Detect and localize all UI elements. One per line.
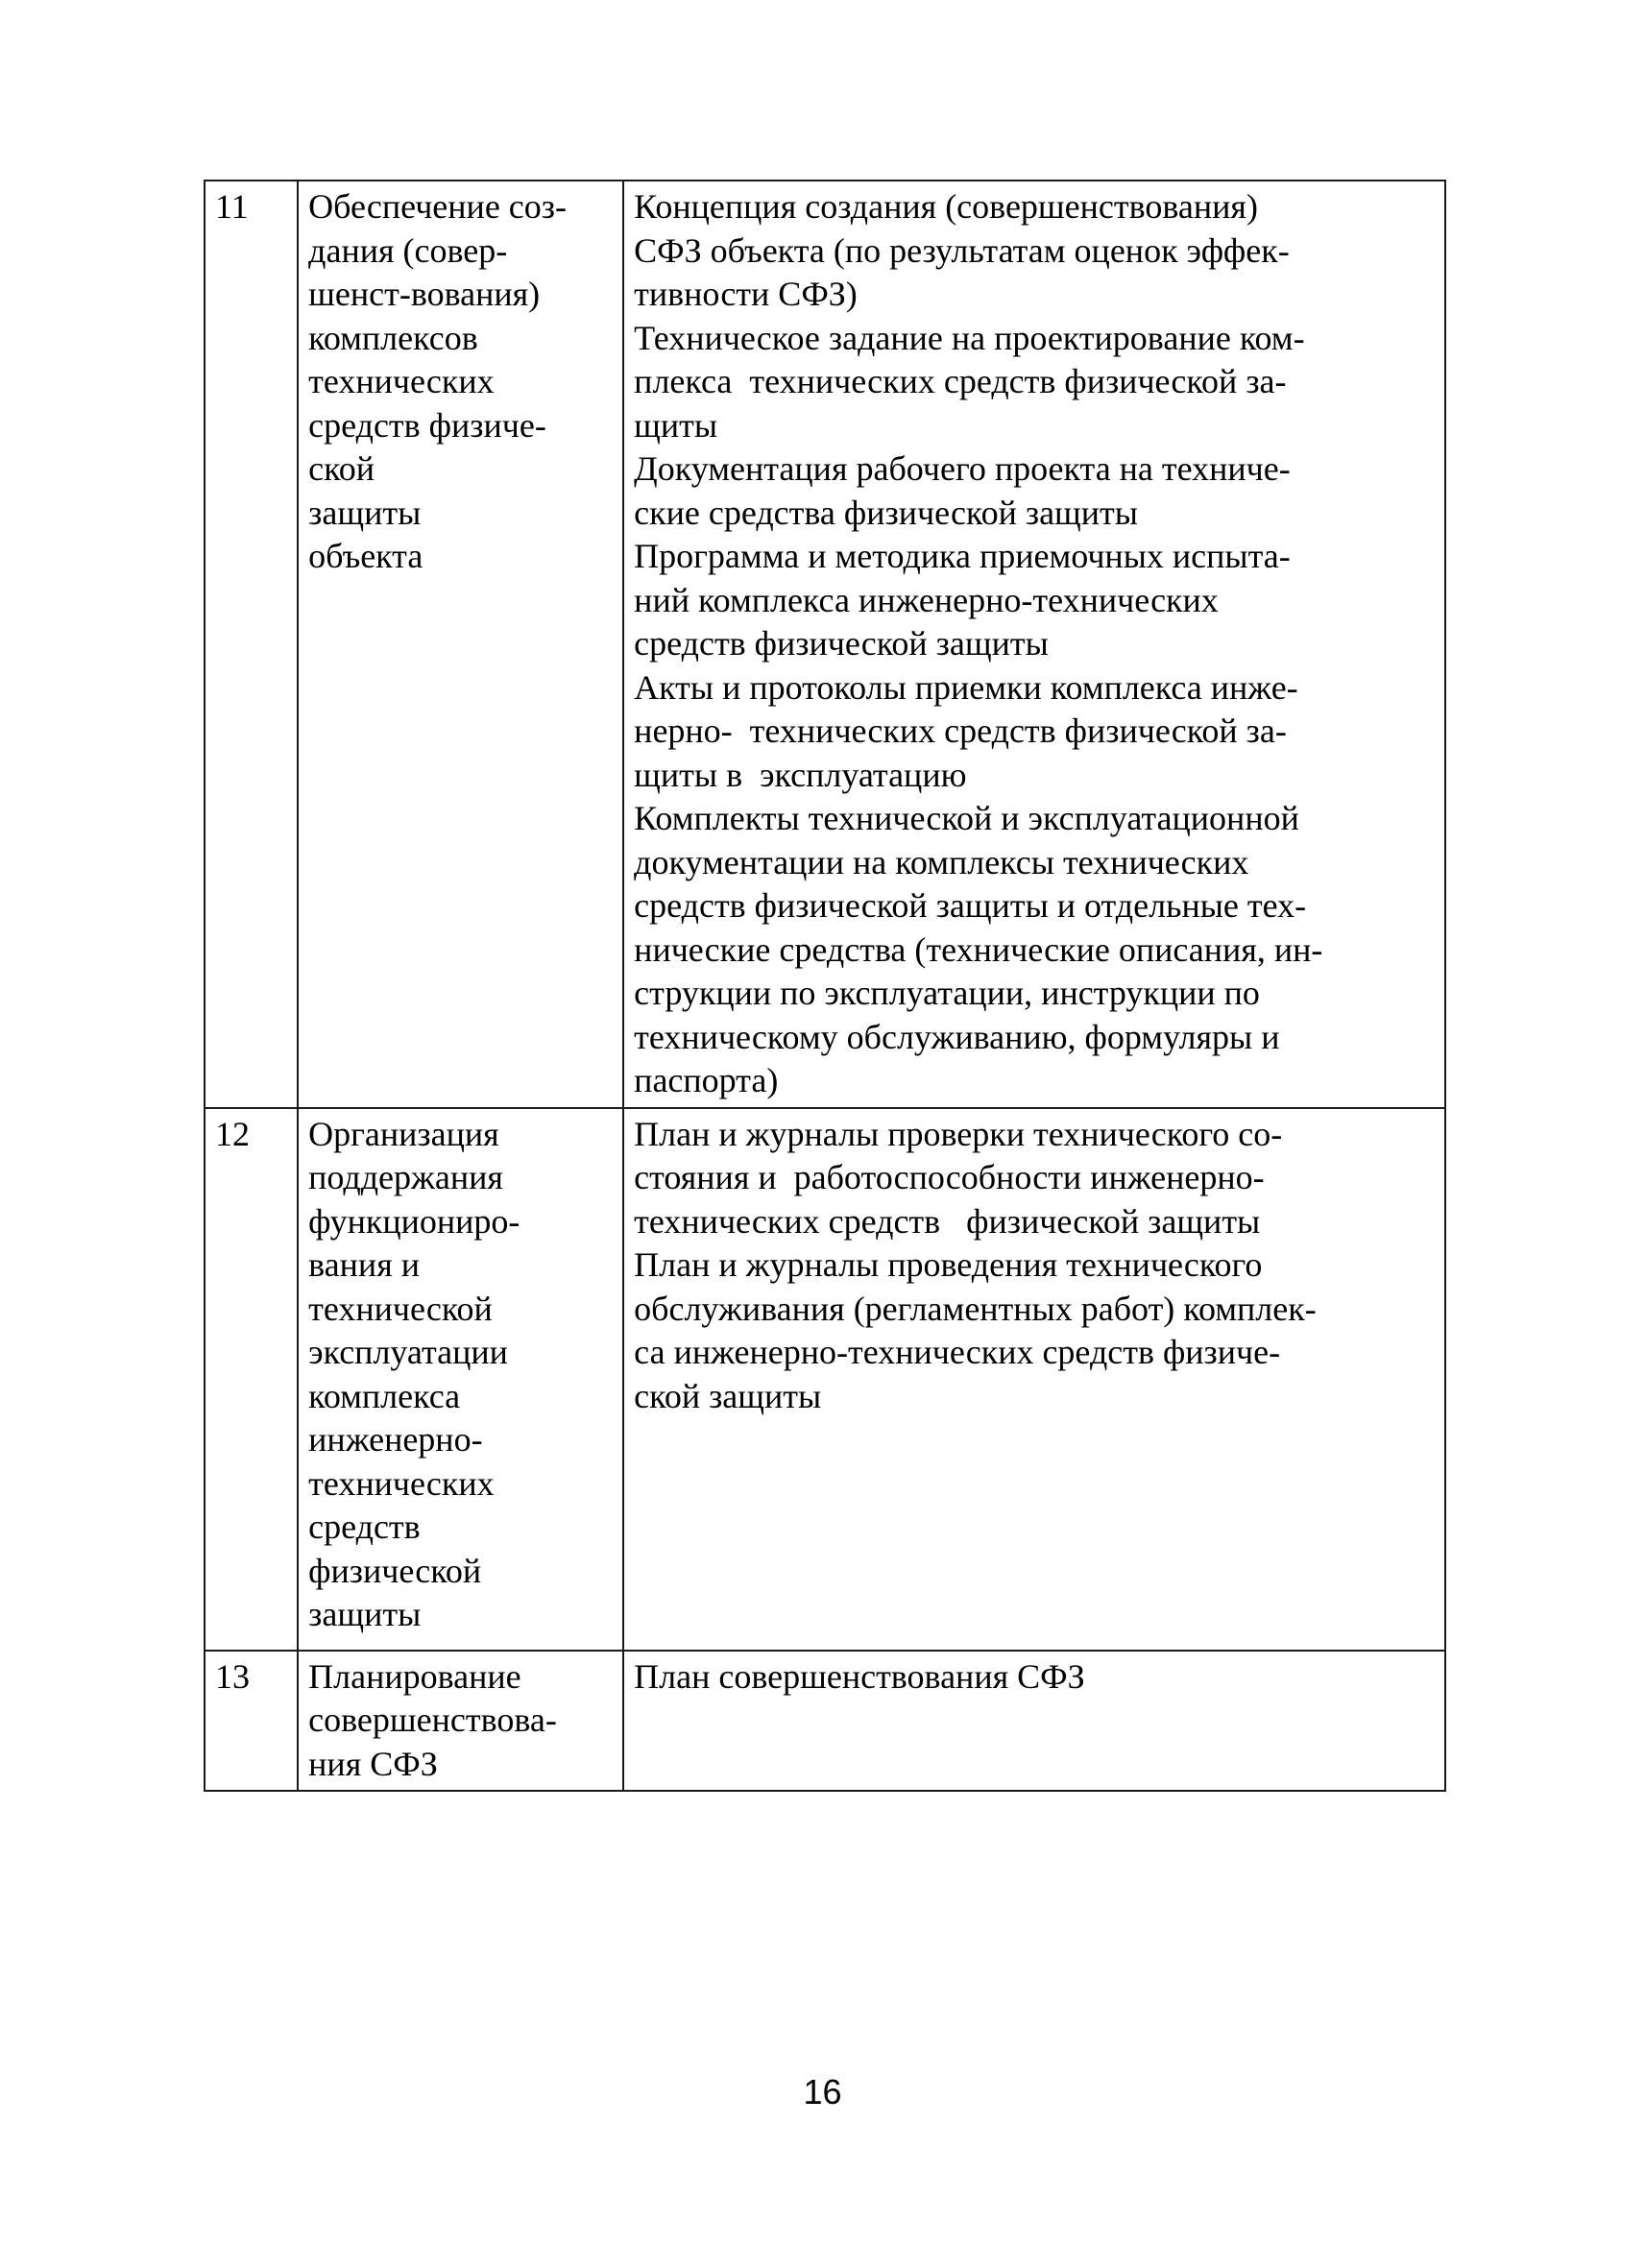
row-number-cell <box>205 181 298 1108</box>
row-number: 11 <box>215 187 249 226</box>
document-table <box>204 180 1446 1792</box>
document-line: Комплекты технической и эксплуатационной <box>634 799 1299 837</box>
document-line: тивности СФЗ) <box>634 275 858 313</box>
activity-line: эксплуатации <box>308 1333 508 1371</box>
document-line: щиты в эксплуатацию <box>634 755 967 794</box>
activity-line: комплексов <box>308 318 478 357</box>
activity-line: инженерно- <box>308 1420 483 1459</box>
documents-cell <box>623 1108 1445 1651</box>
document-line: щиты <box>634 405 718 445</box>
document-line: ские средства физической защиты <box>634 493 1138 532</box>
row-number: 13 <box>215 1656 250 1696</box>
activity-line: средств физиче- <box>308 405 546 445</box>
table-row <box>205 1651 1445 1792</box>
activity-cell <box>298 1651 623 1792</box>
document-line: стояния и работоспособности инженерно- <box>634 1158 1265 1196</box>
document-line: ний комплекса инженерно-технических <box>634 580 1219 619</box>
activity-line: физической <box>308 1551 482 1590</box>
activity-line: дания (совер- <box>308 230 508 270</box>
activity-line: поддержания <box>308 1158 503 1196</box>
activity-line: Планирование <box>308 1656 521 1696</box>
row-number: 12 <box>215 1114 250 1153</box>
document-line: струкции по эксплуатации, инструкции по <box>634 974 1260 1012</box>
document-line: плекса технических средств физической за- <box>634 362 1287 400</box>
document-line: средств физической защиты и отдельные тех- <box>634 886 1307 925</box>
page-number: 16 <box>803 2072 842 2111</box>
table-row <box>205 181 1445 1108</box>
document-line: Концепция создания (совершенствования) <box>634 187 1258 226</box>
activity-line: функциониро- <box>308 1201 520 1241</box>
table-row <box>205 1108 1445 1651</box>
activity-line: комплекса <box>308 1376 461 1415</box>
activity-line: технической <box>308 1289 493 1328</box>
activity-line: Организация <box>308 1114 499 1153</box>
document-line: Документация рабочего проекта на техниче- <box>634 449 1291 488</box>
activity-line: ской <box>308 449 375 488</box>
document-line: паспорта) <box>634 1061 779 1099</box>
documents-cell <box>623 1651 1445 1792</box>
activity-cell <box>298 181 623 1108</box>
activity-line: технических <box>308 1463 495 1503</box>
row-number-cell <box>205 1651 298 1792</box>
document-line: средств физической защиты <box>634 624 1049 663</box>
document-line: Акты и протоколы приемки комплекса инже- <box>634 667 1298 707</box>
document-line: План и журналы проверки технического со- <box>634 1114 1283 1153</box>
row-number-cell <box>205 1108 298 1651</box>
document-line: Техническое задание на проектирование ком- <box>634 318 1305 357</box>
document-line: ской защиты <box>634 1376 822 1415</box>
activity-line: защиты <box>308 493 422 532</box>
documents-cell <box>623 181 1445 1108</box>
document-line: технических средств физической защиты <box>634 1201 1261 1241</box>
activity-line: технических <box>308 362 495 400</box>
activity-line: объекта <box>308 537 423 575</box>
activity-cell <box>298 1108 623 1651</box>
document-line: Программа и методика приемочных испыта- <box>634 537 1291 575</box>
activity-line: ния СФЗ <box>308 1744 438 1783</box>
activity-line: совершенствова- <box>308 1701 557 1739</box>
document-line: документации на комплексы технических <box>634 842 1249 881</box>
activity-line: защиты <box>308 1595 422 1633</box>
document-line: обслуживания (регламентных работ) комплек- <box>634 1289 1317 1328</box>
activity-line: вания и <box>308 1245 421 1284</box>
document-line: нические средства (технические описания, ин- <box>634 929 1323 969</box>
document-line: План совершенствования СФЗ <box>634 1656 1085 1696</box>
activity-line: Обеспечение соз- <box>308 187 567 226</box>
activity-line: средств <box>308 1508 421 1546</box>
activity-line: шенст-вования) <box>308 275 541 313</box>
document-line: техническому обслуживанию, формуляры и <box>634 1017 1280 1056</box>
document-line: нерно- технических средств физической за- <box>634 712 1287 750</box>
document-line: План и журналы проведения технического <box>634 1245 1263 1284</box>
document-line: СФЗ объекта (по результатам оценок эффек- <box>634 230 1290 270</box>
document-line: са инженерно-технических средств физиче- <box>634 1333 1281 1371</box>
